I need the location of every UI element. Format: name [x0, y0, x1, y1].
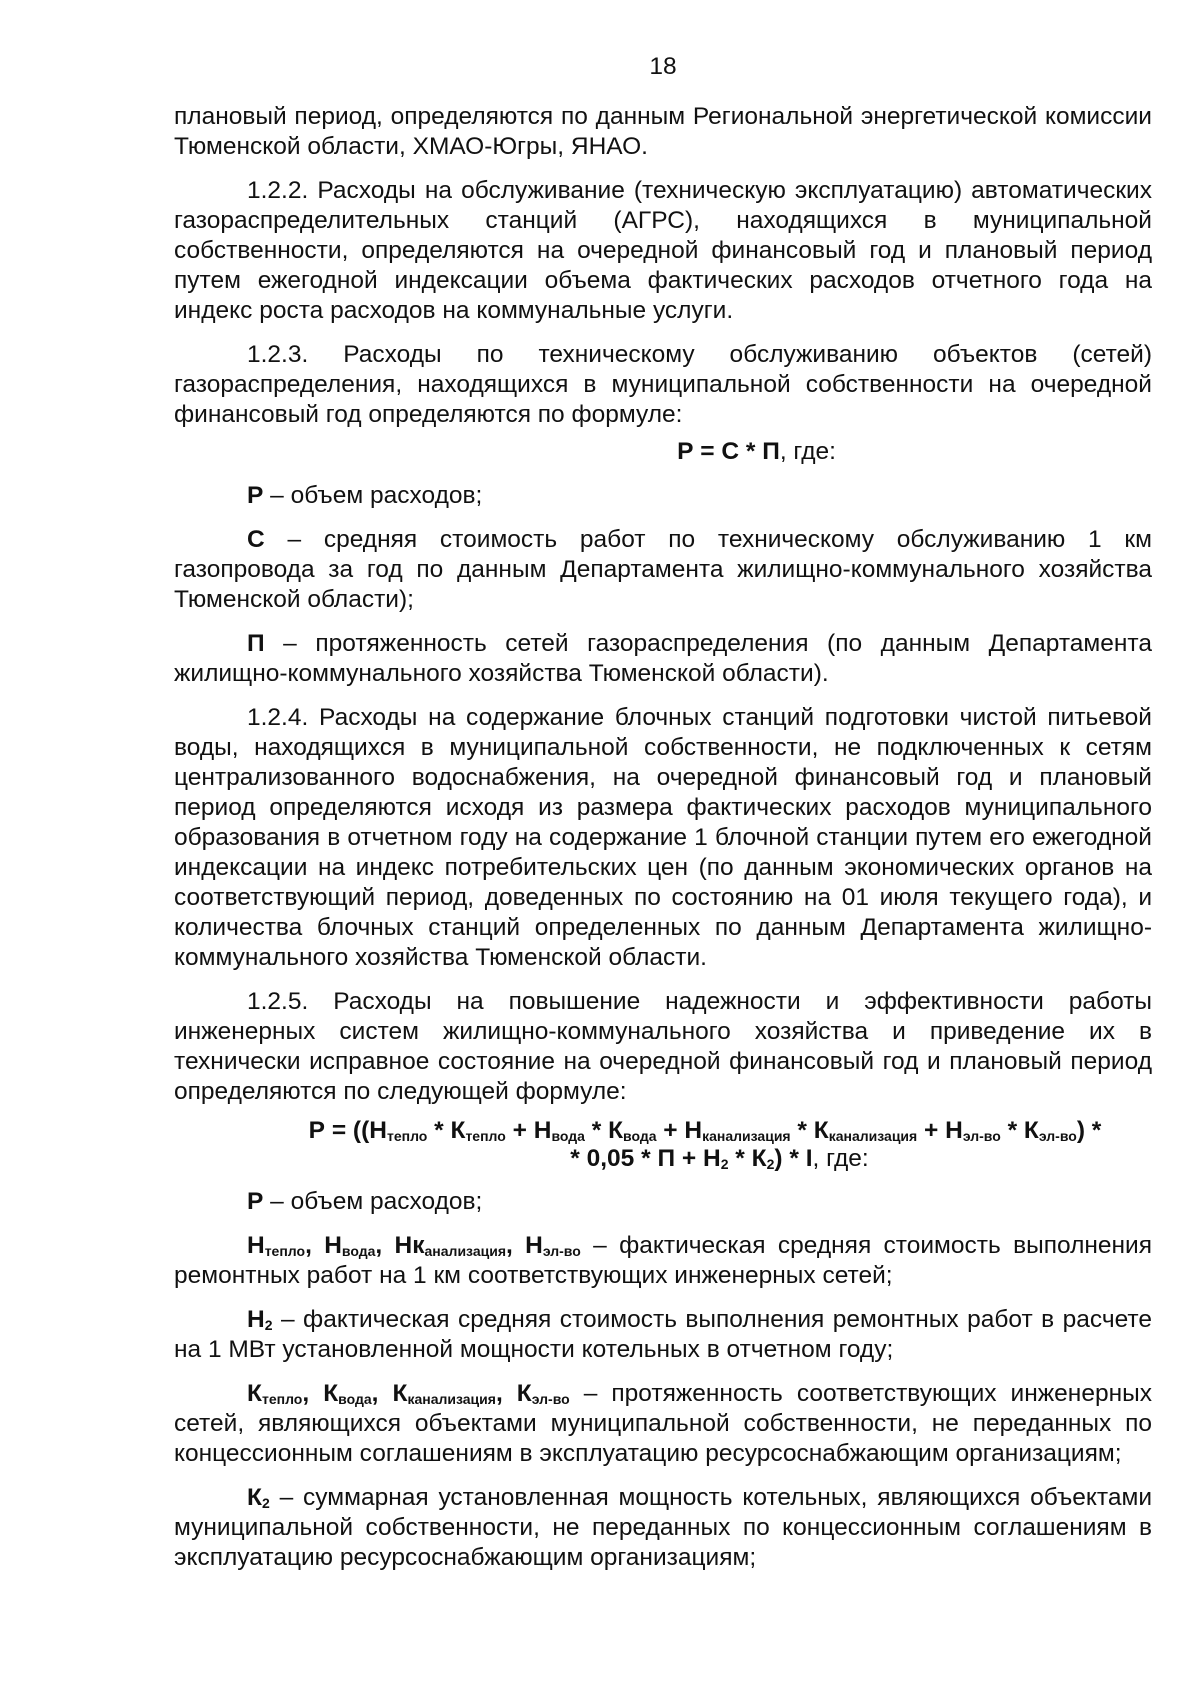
- definition-text: – фактическая средняя стоимость выполнения ремонтных работ в расчете на 1 МВт установленной мощности котельных в отчетном году;: [174, 1306, 1152, 1363]
- definition-symbol: Р: [247, 482, 264, 509]
- paragraph-1-2-3: 1.2.3. Расходы по техническому обслуживанию объектов (сетей) газораспределения, находящихся в муниципальной собственности на очередной финансовый год определяются по формуле:: [174, 341, 1152, 428]
- formula-p-c-p: [174, 437, 1152, 467]
- paragraph-1-2-4: 1.2.4. Расходы на содержание блочных станций подготовки чистой питьевой воды, находящихся в муниципальной собственности, не подключенных к сетям централизованного водоснабжения, на очередной финансовый год и плановый период определяются исходя из размера фактических расходов муниципального образования в отчетном году на содержание 1 блочной станции путем его ежегодной индексации на индекс потребительских цен (по данным экономических органов на соответствующий период, доведенных по состоянию на 01 июля текущего года), и количества блочных станций определенных по данным Департамента жилищно-коммунального хозяйства Тюменской области.: [174, 704, 1152, 971]
- definition-text: – протяженность сетей газораспределения (по данным Департамента жилищно-коммунального хозяйства Тюменской области).: [174, 630, 1152, 687]
- formula-expression: Р = С * П: [677, 438, 780, 465]
- definition-k2: $К_2$ – суммарная установленная мощность котельных, являющихся объектами муниципальной собственности, не переданных по концессионным соглашениям в эксплуатацию ресурсоснабжающим организациям;: [174, 1484, 1152, 1571]
- formula-engineering-systems: [174, 1117, 1152, 1173]
- paragraph-1-2-5: 1.2.5. Расходы на повышение надежности и эффективности работы инженерных систем жилищно-коммунального хозяйства и приведение их в технически исправное состояние на очередной финансовый год и плановый период определяются по следующей формуле:: [174, 988, 1152, 1105]
- definition-text: – протяженность соответствующих инженерных сетей, являющихся объектами муниципальной собственности, не переданных по концессионным соглашениям в эксплуатацию ресурсоснабжающим организациям;: [174, 1380, 1152, 1467]
- definition-h2: $Н_2$ – фактическая средняя стоимость выполнения ремонтных работ в расчете на 1 МВт установленной мощности котельных в отчетном году;: [174, 1306, 1152, 1363]
- paragraph-continuation: плановый период, определяются по данным Региональной энергетической комиссии Тюменской области, ХМАО-Югры, ЯНАО.: [174, 103, 1152, 160]
- formula-tail: , где:: [779, 438, 836, 465]
- definition-p-2: [174, 1187, 1152, 1217]
- page-number: 18: [649, 53, 677, 80]
- definition-text: – фактическая средняя стоимость выполнения ремонтных работ на 1 км соответствующих инженерных сетей;: [174, 1232, 1152, 1289]
- definition-symbol: П: [247, 630, 265, 657]
- definition-text: – объем расходов;: [263, 1188, 483, 1215]
- definition-p: [174, 481, 1152, 511]
- definition-text: – суммарная установленная мощность котельных, являющихся объектами муниципальной собственности, не переданных по концессионным соглашениям в эксплуатацию ресурсоснабжающим организациям;: [174, 1484, 1152, 1571]
- definition-pi: [174, 629, 1152, 689]
- definition-c: [174, 525, 1152, 615]
- formula-line-2: * $0,05 * П + Н_2 * К_2) * І$, где:: [570, 1145, 869, 1172]
- definition-symbol: Р: [247, 1188, 264, 1215]
- definition-text: – средняя стоимость работ по техническому обслуживанию 1 км газопровода за год по данным Департамента жилищно-коммунального хозяйства Тюменской области);: [174, 526, 1152, 613]
- definition-symbol: С: [247, 526, 265, 553]
- paragraph-1-2-2: 1.2.2. Расходы на обслуживание (техническую эксплуатацию) автоматических газораспределительных станций (АГРС), находящихся в муниципальной собственности, определяются на очередной финансовый год и плановый период путем ежегодной индексации объема фактических расходов отчетного года на индекс роста расходов на коммунальные услуги.: [174, 177, 1152, 324]
- definition-h-values: $Н_{тепло}$, $Н_{вода}$, $Нк_{анализация}$, $Н_{эл-во}$ – фактическая средняя стоимость выполнения ремонтных работ на 1 км соответствующих инженерных сетей;: [174, 1232, 1152, 1289]
- definition-text: – объем расходов;: [263, 482, 483, 509]
- formula-line-1: $Р = ((Н_{тепло} * К_{тепло} + Н_{вода} * К_{вода} + Н_{канализация} * К_{канализация} + Н_{эл-во} * К_{эл-во})$ *: [308, 1117, 1102, 1144]
- definition-k-values: $К_{тепло}$, $К_{вода}$, $К_{канализация}$, $К_{эл-во}$ – протяженность соответствующих инженерных сетей, являющихся объектами муниципальной собственности, не переданных по концессионным соглашениям в эксплуатацию ресурсоснабжающим организациям;: [174, 1380, 1152, 1467]
